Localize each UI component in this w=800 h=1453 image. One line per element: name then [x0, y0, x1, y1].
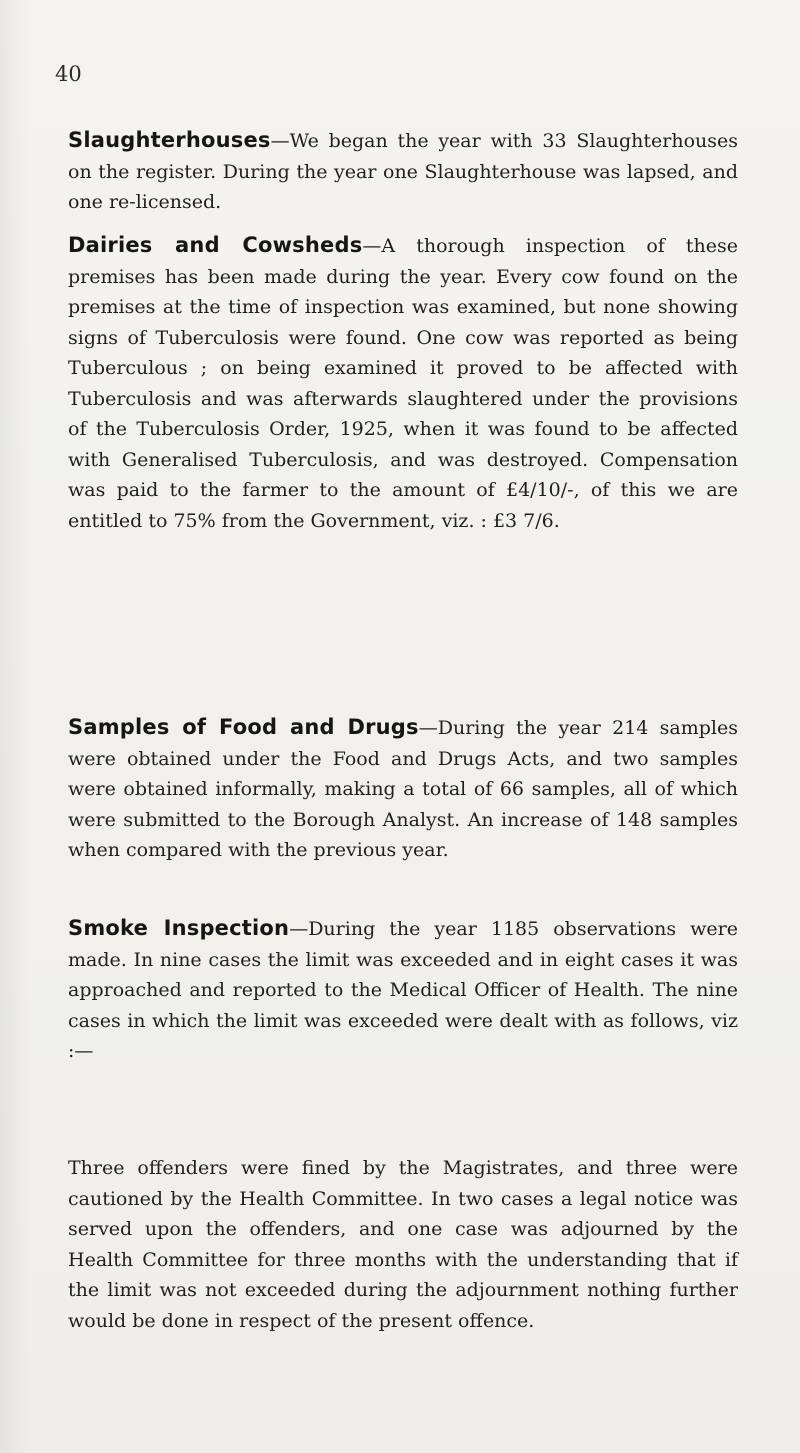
dairies-heading: Dairies and Cowsheds: [68, 233, 363, 257]
dairies-body: —A thorough inspection of these premises has been made during the year. Every cow found on the premises at the time of inspection was examined, but none showing signs of Tuberculosis were found. One cow was reported as being Tuberculous ; on being examined it proved to be affected with Tuberculosis and was afterwards slaughtered under the provisions of the Tuberculosis Order, 1925, when it was found to be affected with Generalised Tuberculosis, and was destroyed. Compensation was paid to the farmer to the amount of £4/10/-, of this we are entitled to 75% from the Government, viz. : £3 7/6.: [68, 235, 738, 532]
slaughterhouses-body: —We began the year with 33 Slaughterhouses on the register. During the year one Slaughterhouse was lapsed, and one re-licensed.: [68, 130, 738, 213]
offenders-paragraph: [68, 1153, 738, 1336]
dairies-paragraph: [68, 230, 738, 536]
offenders-body: Three offenders were fined by the Magistrates, and three were cautioned by the Health Committee. In two cases a legal notice was served upon the offenders, and one case was adjourned by the Health Committee for three months with the understanding that if the limit was not exceeded during the adjournment nothing further would be done in respect of the present offence.: [68, 1157, 738, 1332]
samples-paragraph: [68, 712, 738, 866]
slaughterhouses-paragraph: [68, 125, 738, 218]
slaughterhouses-heading: Slaughterhouses: [68, 128, 271, 152]
samples-heading: Samples of Food and Drugs: [68, 715, 419, 739]
smoke-body: —During the year 1185 observations were made. In nine cases the limit was exceeded and in eight cases it was approached and reported to the Medical Officer of Health. The nine cases in which the limit was exceeded were dealt with as follows, viz :—: [68, 918, 738, 1062]
page-number: 40: [55, 62, 82, 86]
smoke-paragraph: [68, 913, 738, 1067]
samples-body: —During the year 214 samples were obtained under the Food and Drugs Acts, and two samples were obtained informally, making a total of 66 samples, all of which were submitted to the Borough Analyst. An increase of 148 samples when compared with the previous year.: [68, 717, 738, 861]
smoke-heading: Smoke Inspection: [68, 916, 290, 940]
